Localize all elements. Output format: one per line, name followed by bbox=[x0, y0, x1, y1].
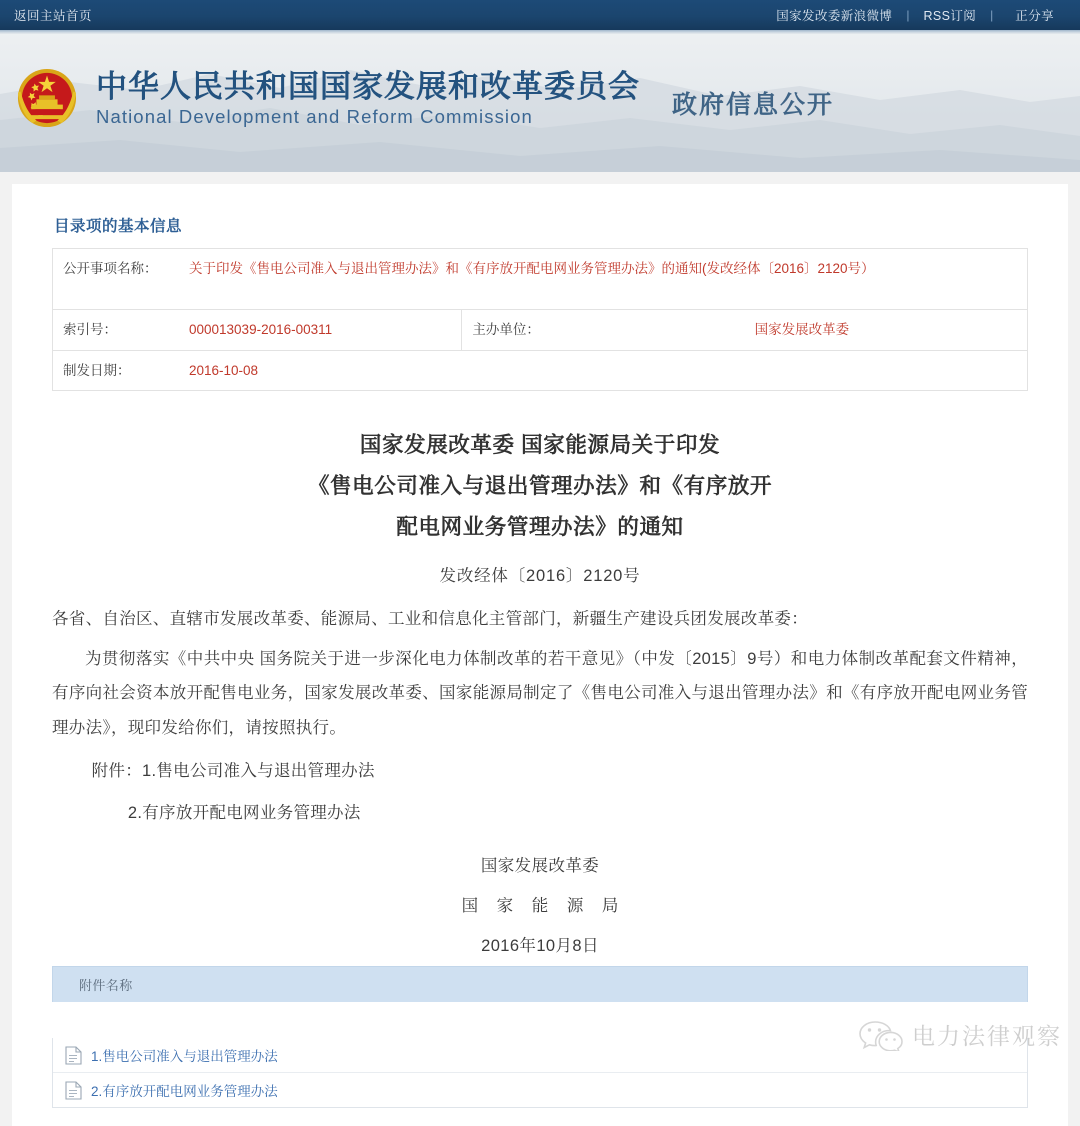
header-title-block bbox=[96, 70, 640, 129]
attachment-name: 1.售电公司准入与退出管理办法 bbox=[91, 1049, 278, 1065]
topbar-separator-2: | bbox=[990, 8, 994, 22]
back-to-home-link[interactable]: 返回主站首页 bbox=[14, 9, 93, 23]
signer-energy-bureau: 国 家 能 源 局 bbox=[461, 896, 626, 915]
index-number-value: 000013039-2016-00311 bbox=[179, 310, 462, 351]
document-recipients: 各省、自治区、直辖市发展改革委、能源局、工业和信息化主管部门，新疆生产建设兵团发展改革委： bbox=[52, 609, 808, 628]
issue-date-value: 2016-10-08 bbox=[179, 350, 1028, 391]
topbar-separator-1: | bbox=[906, 8, 910, 22]
document-title bbox=[52, 425, 1028, 548]
document-main-text: 为贯彻落实《中共中央 国务院关于进一步深化电力体制改革的若干意见》（中发〔2015〕9号）和电力体制改革配套文件精神，有序向社会资本放开配售电业务，国家发展改革委、国家能源局制定了《售电公司准入与退出管理办法》和《有序放开配电网业务管理办法》，现印发给你们，请按照执行。 bbox=[52, 650, 1028, 737]
document-title-line-2: 《售电公司准入与退出管理办法》和《有序放开 bbox=[307, 474, 773, 499]
gov-info-disclosure-title: 政府信息公开 bbox=[672, 91, 835, 119]
list-item[interactable] bbox=[53, 1073, 1027, 1107]
organizer-label: 主办单位： bbox=[462, 310, 745, 351]
index-number-label: 索引号： bbox=[53, 310, 180, 351]
attachment-reference-1: 附件：1.售电公司准入与退出管理办法 bbox=[91, 761, 375, 780]
site-header bbox=[0, 30, 1080, 172]
weibo-link[interactable]: 国家发改委新浪微博 bbox=[776, 9, 893, 23]
metadata-table bbox=[52, 248, 1028, 391]
issue-date-label: 制发日期： bbox=[53, 350, 180, 391]
document-body bbox=[52, 425, 1028, 966]
page-wrap bbox=[0, 172, 1080, 1126]
site-title-cn: 中华人民共和国国家发展和改革委员会 bbox=[96, 68, 640, 104]
attachments-header: 附件名称 bbox=[52, 966, 1028, 1002]
topbar-bottom-edge bbox=[0, 30, 1080, 34]
header-inner bbox=[0, 30, 1080, 172]
page-title: 目录项的基本信息 bbox=[54, 218, 183, 235]
table-row bbox=[53, 249, 1028, 310]
attachment-name: 2.有序放开配电网业务管理办法 bbox=[91, 1084, 278, 1100]
attachment-reference-2: 2.有序放开配电网业务管理办法 bbox=[127, 804, 361, 823]
subject-name-label: 公开事项名称： bbox=[53, 249, 180, 310]
rss-link[interactable]: RSS订阅 bbox=[923, 9, 977, 23]
document-number: 发改经体〔2016〕2120号 bbox=[439, 566, 641, 585]
share-button[interactable]: 正分享 bbox=[1015, 9, 1054, 23]
file-document-icon bbox=[65, 1081, 82, 1100]
signer-commission: 国家发展改革委 bbox=[480, 857, 600, 876]
document-title-line-1: 国家发展改革委 国家能源局关于印发 bbox=[359, 433, 721, 458]
file-document-icon bbox=[65, 1046, 82, 1065]
watermark bbox=[858, 1018, 1062, 1051]
top-utility-bar bbox=[0, 0, 1080, 30]
topbar-links bbox=[762, 6, 1064, 24]
signature-block bbox=[52, 847, 1028, 966]
document-title-line-3: 配电网业务管理办法》的通知 bbox=[396, 514, 684, 539]
table-row bbox=[53, 350, 1028, 391]
organizer-value: 国家发展改革委 bbox=[745, 310, 1028, 351]
national-emblem-icon bbox=[14, 65, 80, 131]
table-row bbox=[53, 310, 1028, 351]
content-card bbox=[12, 184, 1068, 1126]
watermark-text: 电力法律观察 bbox=[912, 1024, 1062, 1050]
signature-date: 2016年10月8日 bbox=[481, 936, 599, 955]
site-title-en: National Development and Reform Commission bbox=[96, 106, 533, 128]
subject-name-value: 关于印发《售电公司准入与退出管理办法》和《有序放开配电网业务管理办法》的通知(发改经体〔2016〕2120号） bbox=[179, 249, 1028, 310]
wechat-icon bbox=[858, 1019, 904, 1051]
